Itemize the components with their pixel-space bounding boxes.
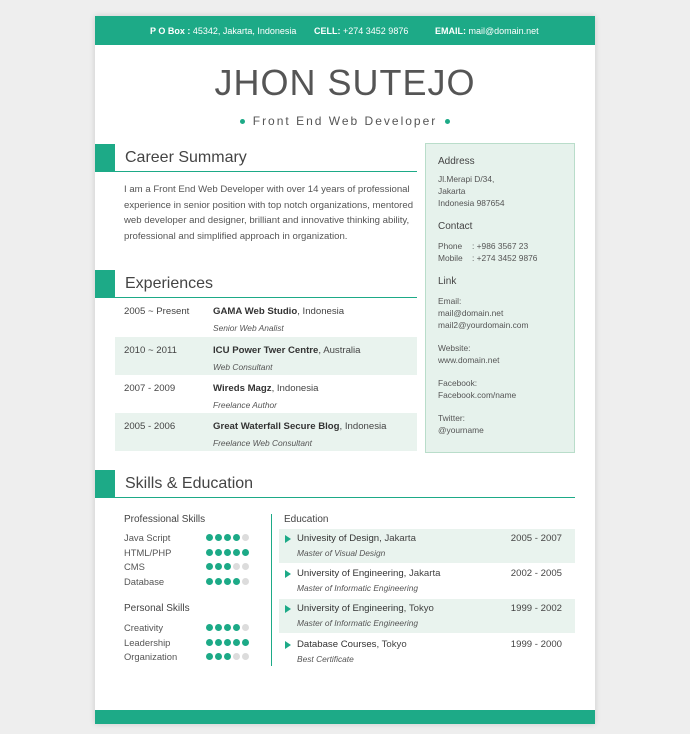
section-marker (95, 144, 115, 172)
rating-dot-icon (206, 624, 213, 631)
rating-dot-icon (233, 534, 240, 541)
bullet-dot-icon (445, 119, 450, 124)
rating-dot-icon (224, 563, 231, 570)
skill-row (124, 637, 259, 649)
skill-row (124, 561, 259, 573)
rating-dot-icon (206, 653, 213, 660)
section-marker (95, 270, 115, 298)
experience-row: 2005 - 2006 Great Waterfall Secure Blog, Indonesia Freelance Web Consultant (115, 413, 417, 451)
arrow-right-icon (285, 605, 291, 613)
experience-row: 2005 ~ Present GAMA Web Studio, Indonesia Senior Web Analist (124, 306, 345, 333)
bullet-dot-icon (240, 119, 245, 124)
skill-name: Organization (124, 651, 178, 662)
rating-dot-icon (215, 534, 222, 541)
section-title: Career Summary (125, 149, 247, 166)
skill-rating (206, 563, 249, 570)
rating-dot-icon (215, 624, 222, 631)
footer-bar (95, 710, 595, 724)
education-row: Database Courses, Tokyo Best Certificate 1999 - 2000 (279, 635, 575, 669)
skill-row (124, 622, 259, 634)
arrow-right-icon (285, 641, 291, 649)
rating-dot-icon (206, 578, 213, 585)
rating-dot-icon (224, 578, 231, 585)
skill-name: CMS (124, 561, 145, 572)
education-row: University of Engineering, Jakarta Master of Informatic Engineering 2002 - 2005 (279, 564, 575, 598)
skill-name: HTML/PHP (124, 546, 172, 558)
rating-dot-icon (215, 563, 222, 570)
education-row: University of Engineering, Tokyo Master of Informatic Engineering 1999 - 2002 (279, 599, 575, 633)
rating-dot-icon (233, 639, 240, 646)
section-divider (115, 497, 575, 498)
rating-dot-icon (233, 653, 240, 660)
personal-skills-title: Personal Skills (124, 603, 190, 614)
skill-rating (206, 578, 249, 585)
experience-row: 2007 - 2009 Wireds Magz, Indonesia Freelance Author (124, 383, 319, 410)
rating-dot-icon (224, 639, 231, 646)
arrow-right-icon (285, 535, 291, 543)
rating-dot-icon (242, 549, 249, 556)
section-divider (115, 171, 417, 172)
skill-name: Leadership (124, 636, 171, 648)
contact-bar (95, 16, 595, 45)
skill-rating (206, 534, 249, 541)
rating-dot-icon (242, 639, 249, 646)
education-row: Univesity of Design, Jakarta Master of Visual Design 2005 - 2007 (279, 529, 575, 563)
contact-title: Contact (438, 221, 473, 232)
rating-dot-icon (215, 578, 222, 585)
skill-row (124, 532, 259, 544)
rating-dot-icon (206, 639, 213, 646)
arrow-right-icon (285, 570, 291, 578)
rating-dot-icon (224, 624, 231, 631)
email-link[interactable]: mail2@yourdomain.com (438, 320, 529, 330)
email: EMAIL: mail@domain.net (435, 26, 539, 36)
rating-dot-icon (242, 653, 249, 660)
career-summary-text: I am a Front End Web Developer with over 14 years of professional experience in senior position with top notch organizations, mentored web developer and designer, brilliant and innovative thinking ability, professional and simplified approach in organization. (124, 184, 414, 242)
rating-dot-icon (242, 578, 249, 585)
website-link[interactable]: www.domain.net (438, 355, 500, 365)
section-marker (95, 470, 115, 498)
skills-education-header (95, 470, 575, 498)
rating-dot-icon (242, 624, 249, 631)
column-divider (271, 514, 272, 666)
education-title: Education (284, 514, 329, 525)
job-role: Front End Web Developer (95, 114, 595, 128)
skill-rating (206, 653, 249, 660)
rating-dot-icon (206, 563, 213, 570)
career-summary-header (95, 144, 417, 172)
rating-dot-icon (215, 639, 222, 646)
rating-dot-icon (242, 534, 249, 541)
facebook-link[interactable]: Facebook.com/name (438, 390, 517, 400)
rating-dot-icon (224, 653, 231, 660)
skill-rating (206, 624, 249, 631)
rating-dot-icon (215, 653, 222, 660)
rating-dot-icon (215, 549, 222, 556)
skill-name: Creativity (124, 622, 164, 633)
skill-row (124, 576, 259, 588)
rating-dot-icon (224, 549, 231, 556)
rating-dot-icon (233, 578, 240, 585)
resume-sheet (95, 16, 595, 724)
address-title: Address (438, 156, 475, 167)
cell-phone: CELL: +274 3452 9876 (314, 26, 409, 36)
professional-skills-title: Professional Skills (124, 514, 206, 525)
rating-dot-icon (206, 534, 213, 541)
rating-dot-icon (233, 549, 240, 556)
contact-sidebar: Address Jl.Merapi D/34, Jakarta Indonesia 987654 Contact Phone : +986 3567 23 Mobile : +274 3452 9876 Link Email: mail@domain.net mail2@yourdomain.com Website: www.domain.net Facebook: Facebook.com/name Twitter: @yourname (425, 143, 575, 453)
person-name: JHON SUTEJO (214, 62, 476, 103)
rating-dot-icon (206, 549, 213, 556)
section-title: Skills & Education (125, 475, 254, 492)
skill-rating (206, 549, 249, 556)
rating-dot-icon (242, 563, 249, 570)
skill-rating (206, 639, 249, 646)
skill-name: Java Script (124, 532, 171, 543)
skill-row (124, 547, 259, 559)
email-link[interactable]: mail@domain.net (438, 308, 504, 318)
rating-dot-icon (233, 624, 240, 631)
po-box: P O Box : 45342, Jakarta, Indonesia (150, 26, 297, 36)
link-title: Link (438, 276, 457, 287)
rating-dot-icon (224, 534, 231, 541)
experiences-header (95, 270, 417, 298)
experience-row: 2010 ~ 2011 ICU Power Twer Centre, Australia Web Consultant (115, 337, 417, 375)
skill-name: Database (124, 575, 165, 587)
rating-dot-icon (233, 563, 240, 570)
twitter-link[interactable]: @yourname (438, 425, 484, 435)
skill-row (124, 651, 259, 663)
section-title: Experiences (125, 275, 214, 292)
